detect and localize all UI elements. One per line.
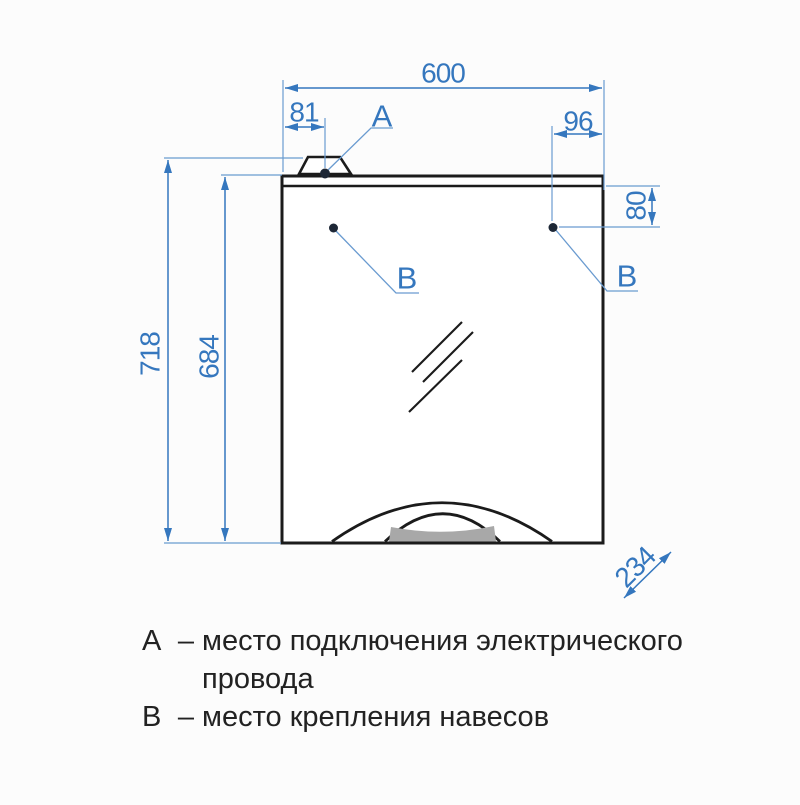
dim-684-label: 684 (193, 335, 225, 379)
legend-text-a (202, 622, 683, 698)
legend-text-a-line1: место подключения электрического (202, 625, 683, 657)
dim-718-label: 718 (134, 332, 166, 376)
legend-entry-a (142, 622, 683, 698)
legend (142, 622, 683, 736)
dim-234-label: 234 (608, 540, 662, 594)
dim-96-label: 96 (563, 105, 593, 137)
legend-key-b: В (142, 701, 162, 733)
callout-b-left-label: B (396, 260, 418, 296)
legend-key-a: А (142, 625, 162, 657)
legend-text-b: место крепления навесов (202, 701, 550, 733)
legend-dash: – (177, 625, 195, 657)
cabinet-outline (282, 157, 603, 543)
legend-entry-b (142, 698, 683, 736)
mount-point-b-left (329, 224, 338, 233)
callout-b-right-label: B (616, 258, 638, 294)
dim-80-label: 80 (620, 191, 652, 221)
connection-point-a (320, 169, 330, 179)
dim-81-label: 81 (289, 96, 319, 128)
legend-dash: – (177, 701, 195, 733)
dim-600-label: 600 (421, 57, 465, 89)
mount-point-b-right (549, 223, 558, 232)
callout-a-label: A (371, 98, 393, 134)
legend-text-a-line2: провода (202, 663, 314, 695)
